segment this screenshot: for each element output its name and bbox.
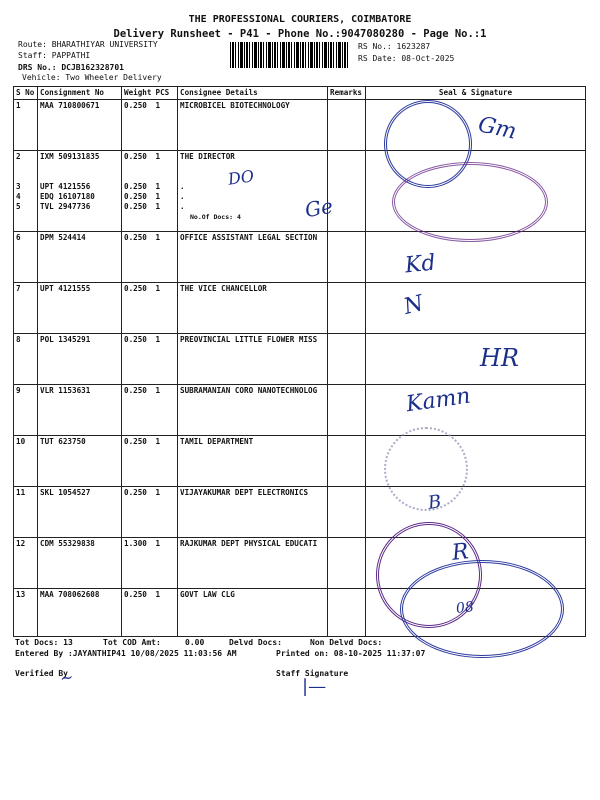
signature-row-1: Gm <box>475 112 519 145</box>
col-sno: S No <box>14 87 38 100</box>
handwritten-mark-director: DO <box>226 166 256 189</box>
row-sno-3: 3 <box>16 182 21 191</box>
signature-row-8: HR <box>480 344 519 372</box>
row-pcs: 1 <box>154 283 178 334</box>
row-weight: 0.250 <box>122 232 154 283</box>
row-pcs-3: 1 <box>155 182 161 191</box>
signature-row-9: Kamn <box>404 383 473 418</box>
row-pcs-5: 1 <box>155 202 161 211</box>
rs-date: RS Date: 08-Oct-2025 <box>358 54 455 63</box>
row-consignment <box>38 151 122 232</box>
row-weight-4: 0.250 <box>124 192 147 201</box>
row-sno: 11 <box>14 487 38 538</box>
row-weight: 0.250 <box>122 436 154 487</box>
staff-signature-label: Staff Signature <box>276 669 349 678</box>
row-weight: 0.250 <box>122 385 154 436</box>
handwritten-mark-docs: Ge <box>303 193 335 223</box>
row-remarks <box>328 100 366 151</box>
row-sno: 7 <box>14 283 38 334</box>
row-weight: 1.300 <box>122 538 154 589</box>
row-remarks <box>328 151 366 232</box>
row-sno: 1 <box>14 100 38 151</box>
law-college-seal-stamp <box>400 560 564 658</box>
row-consignment: MAA 708062608 <box>38 589 122 637</box>
row-consignment-4: EDQ 16107180 <box>40 192 95 201</box>
row-seal <box>366 385 586 436</box>
row-consignment: DPM 524414 <box>38 232 122 283</box>
total-cod-label: Tot COD Amt: <box>103 638 161 647</box>
signature-row-6: Kd <box>403 250 437 279</box>
row-remarks <box>328 283 366 334</box>
col-remarks: Remarks <box>328 87 366 100</box>
row-sno: 10 <box>14 436 38 487</box>
row-pcs: 1 <box>154 385 178 436</box>
row-details: THE VICE CHANCELLOR <box>178 283 328 334</box>
table-row <box>14 385 586 436</box>
company-title: THE PROFESSIONAL COURIERS, COIMBATORE <box>188 14 412 25</box>
non-delivered-docs: Non Delvd Docs: <box>310 638 383 647</box>
row-details-2: THE DIRECTOR <box>180 152 235 161</box>
row-weight <box>122 151 154 232</box>
verified-by: Verified By <box>15 669 68 678</box>
verified-mark: ~ <box>58 666 75 689</box>
row-consignment: UPT 4121555 <box>38 283 122 334</box>
row-weight-3: 0.250 <box>124 182 147 191</box>
row-details: RAJKUMAR DEPT PHYSICAL EDUCATI <box>178 538 328 589</box>
row-details: MICROBICEL BIOTECHNOLOGY <box>178 100 328 151</box>
col-pcs: PCS <box>154 87 178 100</box>
row-details-3: . <box>180 182 185 191</box>
row-sno: 9 <box>14 385 38 436</box>
row-pcs: 1 <box>154 589 178 637</box>
signature-row-12: R <box>450 539 470 566</box>
runsheet-title: Delivery Runsheet - P41 - Phone No.:9047080280 - Page No.:1 <box>113 28 487 40</box>
row-pcs-2: 1 <box>155 152 161 161</box>
row-seal <box>366 334 586 385</box>
row-remarks <box>328 487 366 538</box>
row-remarks <box>328 232 366 283</box>
row-sno: 13 <box>14 589 38 637</box>
row-remarks <box>328 589 366 637</box>
table-row <box>14 436 586 487</box>
row-details: PREOVINCIAL LITTLE FLOWER MISS <box>178 334 328 385</box>
row-remarks <box>328 436 366 487</box>
row-consignment: SKL 1054527 <box>38 487 122 538</box>
row-remarks <box>328 334 366 385</box>
row-consignment: TUT 623750 <box>38 436 122 487</box>
total-docs: Tot Docs: 13 <box>15 638 73 647</box>
row-pcs: 1 <box>154 487 178 538</box>
row-sno-2: 2 <box>16 152 21 161</box>
row-pcs: 1 <box>154 334 178 385</box>
row-consignment-5: TVL 2947736 <box>40 202 91 211</box>
row-pcs: 1 <box>154 100 178 151</box>
row-details-4: . <box>180 192 185 201</box>
col-consignee: Consignee Details <box>178 87 328 100</box>
row-pcs <box>154 151 178 232</box>
signature-row-13: 08 <box>455 599 475 617</box>
no-of-docs: No.Of Docs: 4 <box>190 213 241 221</box>
row-consignment: MAA 710800671 <box>38 100 122 151</box>
drs-label: DRS No.: DCJB162328701 <box>18 63 124 72</box>
row-consignment: CDM 55329838 <box>38 538 122 589</box>
row-details <box>178 151 328 232</box>
row-weight-5: 0.250 <box>124 202 147 211</box>
row-details: GOVT LAW CLG <box>178 589 328 637</box>
col-consignment: Consignment No <box>38 87 122 100</box>
staff-label: Staff: PAPPATHI <box>18 51 91 60</box>
row-pcs: 1 <box>154 538 178 589</box>
row-seal <box>366 283 586 334</box>
row-weight-2: 0.250 <box>124 152 147 161</box>
delivered-docs: Delvd Docs: <box>229 638 282 647</box>
staff-signature-mark: |— <box>302 676 327 697</box>
row-remarks <box>328 538 366 589</box>
printed-on: Printed on: 08-10-2025 11:37:07 <box>276 649 426 658</box>
row-sno <box>14 151 38 232</box>
row-sno-5: 5 <box>16 202 21 211</box>
row-details-5: . <box>180 202 185 211</box>
row-details: SUBRAMANIAN CORO NANOTECHNOLOG <box>178 385 328 436</box>
vehicle-label: Vehicle: Two Wheeler Delivery <box>22 73 162 82</box>
barcode <box>230 42 350 68</box>
row-details: TAMIL DEPARTMENT <box>178 436 328 487</box>
row-consignment-2: IXM 509131835 <box>40 152 100 161</box>
row-pcs-4: 1 <box>155 192 161 201</box>
route-label: Route: BHARATHIYAR UNIVERSITY <box>18 40 158 49</box>
table-row <box>14 487 586 538</box>
university-oval-stamp <box>392 162 548 242</box>
row-sno: 12 <box>14 538 38 589</box>
row-weight: 0.250 <box>122 100 154 151</box>
row-sno: 6 <box>14 232 38 283</box>
row-weight: 0.250 <box>122 334 154 385</box>
table-header-row <box>14 87 586 100</box>
row-remarks <box>328 385 366 436</box>
rs-number: RS No.: 1623287 <box>358 42 431 51</box>
col-seal: Seal & Signature <box>366 87 586 100</box>
row-details: OFFICE ASSISTANT LEGAL SECTION <box>178 232 328 283</box>
row-consignment-3: UPT 4121556 <box>40 182 91 191</box>
row-pcs: 1 <box>154 232 178 283</box>
table-row <box>14 283 586 334</box>
table-row <box>14 232 586 283</box>
row-consignment: VLR 1153631 <box>38 385 122 436</box>
signature-row-7: N <box>401 291 426 320</box>
row-consignment: POL 1345291 <box>38 334 122 385</box>
row-weight: 0.250 <box>122 487 154 538</box>
entered-by: Entered By :JAYANTHIP41 10/08/2025 11:03:56 AM <box>15 649 237 658</box>
row-weight: 0.250 <box>122 283 154 334</box>
row-sno: 8 <box>14 334 38 385</box>
faint-seal-stamp <box>384 427 468 511</box>
total-cod-value: 0.00 <box>185 638 205 647</box>
row-details: VIJAYAKUMAR DEPT ELECTRONICS <box>178 487 328 538</box>
row-weight: 0.250 <box>122 589 154 637</box>
row-sno-4: 4 <box>16 192 21 201</box>
col-weight: Weight <box>122 87 154 100</box>
row-pcs: 1 <box>154 436 178 487</box>
signature-row-11: B <box>426 491 443 514</box>
